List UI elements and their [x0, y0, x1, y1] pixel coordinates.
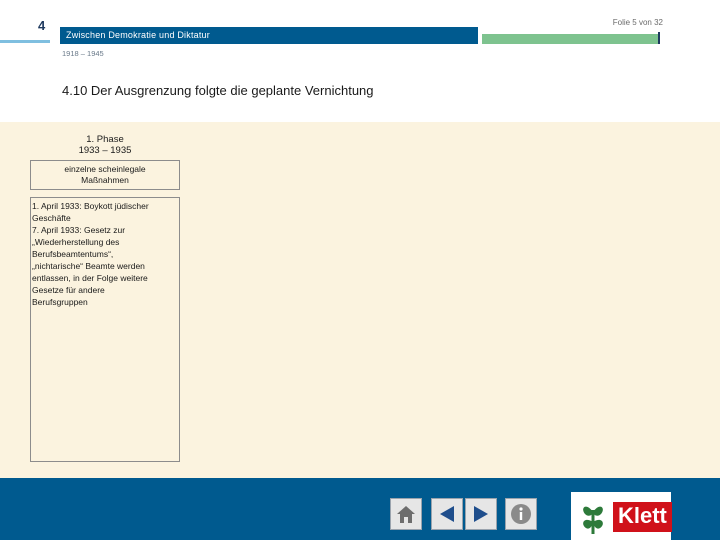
klett-clover-icon: [576, 498, 610, 536]
events-line: Gesetze für andere: [32, 285, 105, 295]
events-line: Berufsgruppen: [32, 297, 88, 307]
chapter-number: 4: [38, 18, 46, 33]
measures-line: einzelne scheinlegale: [64, 164, 146, 174]
events-line: 1. April 1933: Boykott jüdischer: [32, 201, 149, 211]
measures-label: [30, 164, 180, 186]
measures-line: Maßnahmen: [81, 175, 129, 185]
back-button[interactable]: [431, 498, 463, 530]
forward-arrow-icon: [469, 502, 493, 526]
slide-title: 4.10 Der Ausgrenzung folgte die geplante Vernichtung: [62, 83, 374, 98]
back-arrow-icon: [435, 502, 459, 526]
home-icon: [394, 502, 418, 526]
header-accent-line: [0, 40, 50, 43]
home-button[interactable]: [390, 498, 422, 530]
slide-counter: Folie 5 von 32: [612, 18, 663, 27]
info-icon: [509, 502, 533, 526]
period-label: 1918 – 1945: [62, 49, 104, 58]
events-line: 7. April 1933: Gesetz zur: [32, 225, 126, 235]
events-line: „Wiederherstellung des: [32, 237, 120, 247]
events-list: [32, 200, 178, 308]
klett-logo: [571, 492, 671, 540]
chapter-title: Zwischen Demokratie und Diktatur: [66, 30, 210, 40]
logo-text: Klett: [613, 502, 672, 532]
header-bar-tick: [658, 32, 660, 44]
forward-button[interactable]: [465, 498, 497, 530]
info-button[interactable]: [505, 498, 537, 530]
phase-heading: [30, 134, 180, 156]
phase-years: 1933 – 1935: [78, 145, 132, 156]
events-line: Berufsbeamtentums“,: [32, 249, 114, 259]
phase-name: 1. Phase: [86, 134, 124, 145]
events-line: entlassen, in der Folge weitere: [32, 273, 148, 283]
events-line: „nichtarische“ Beamte werden: [32, 261, 145, 271]
events-line: Geschäfte: [32, 213, 71, 223]
header-green-bar: [482, 34, 660, 44]
